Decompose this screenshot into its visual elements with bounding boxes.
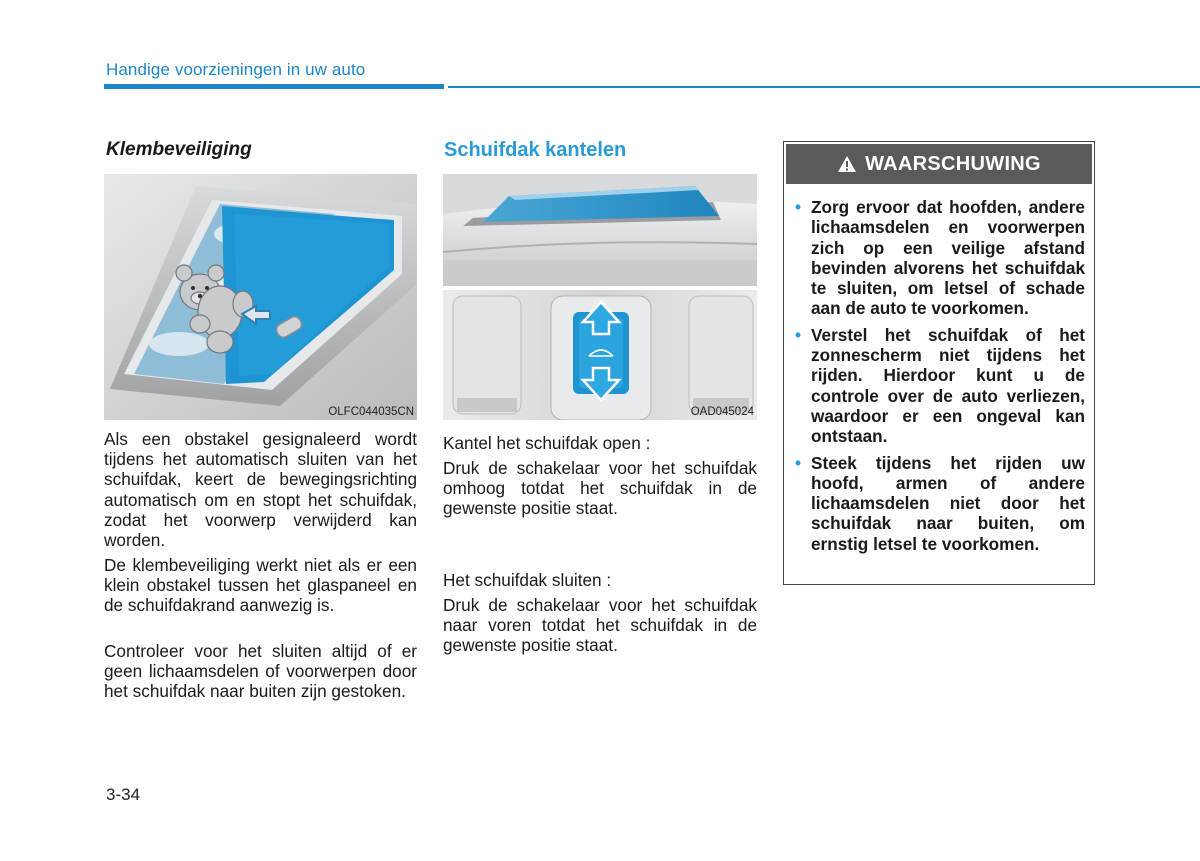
warning-box xyxy=(783,141,1095,585)
bullet: • xyxy=(795,197,802,217)
paragraph-obstacle: Als een obstakel gesignaleerd wordt tijdens het automatisch sluiten van het schuifdak, keert de bewegingsrichting automatisch om en stopt het schuifdak, zodat het voorwerp verwijderd kan worden. xyxy=(104,429,417,551)
section-title: Handige voorzieningen in uw auto xyxy=(106,60,366,79)
warning-item xyxy=(793,453,1085,554)
warning-item-text: Verstel het schuifdak of het zonnescherm niet tijdens het rijden. Hierdoor kunt u de controle over de auto verliezen, waardoor er een ongeval kan ontstaan. xyxy=(811,324,1085,447)
warning-triangle-icon xyxy=(837,155,857,173)
warning-item xyxy=(793,197,1085,319)
figure-sunroof-tilt xyxy=(443,174,757,286)
tilt-open-text: Druk de schakelaar voor het schuifdak omhoog totdat het schuifdak in de gewenste positie staat. xyxy=(443,458,757,519)
close-label: Het schuifdak sluiten : xyxy=(443,570,612,590)
close-text: Druk de schakelaar voor het schuifdak naar voren totdat het schuifdak in de gewenste positie staat. xyxy=(443,595,757,656)
figure-code: OAD045024 xyxy=(690,406,754,418)
paragraph-small-obstacle: De klembeveiliging werkt niet als er een klein obstakel tussen het glaspaneel en de schuifdakrand aanwezig is. xyxy=(104,555,417,616)
page-number: 3-34 xyxy=(106,785,141,804)
warning-header xyxy=(786,144,1092,184)
tilt-open-label: Kantel het schuifdak open : xyxy=(443,433,651,453)
warning-title: WAARSCHUWING xyxy=(865,152,1041,175)
header-accent-bar xyxy=(104,84,444,89)
paragraph-check-before-closing: Controleer voor het sluiten altijd of er geen lichaamsdelen of voorwerpen door het schuifdak naar buiten zijn gestoken. xyxy=(104,641,417,702)
heading-schuifdak-kantelen: Schuifdak kantelen xyxy=(444,139,627,161)
header-rule xyxy=(448,86,1200,88)
warning-item-text: Zorg ervoor dat hoofden, andere lichaamsdelen en voorwerpen zich op een veilige afstand bevinden alvorens het schuifdak te sluiten, om letsel of schade aan de auto te voorkomen. xyxy=(811,197,1085,319)
bullet: • xyxy=(795,324,802,345)
figure-tilt-switch xyxy=(443,290,757,420)
warning-item xyxy=(793,325,1085,447)
warning-item-text: Steek tijdens het rijden uw hoofd, armen of andere lichaamsdelen niet door het schuifdak naar buiten, om ernstig letsel te voorkomen. xyxy=(811,452,1085,554)
figure-code: OLFC044035CN xyxy=(328,406,414,418)
figure-sunroof-obstacle xyxy=(104,174,417,420)
heading-klembeveiliging: Klembeveiliging xyxy=(106,139,252,160)
bullet: • xyxy=(795,452,802,473)
warning-list xyxy=(793,197,1085,560)
